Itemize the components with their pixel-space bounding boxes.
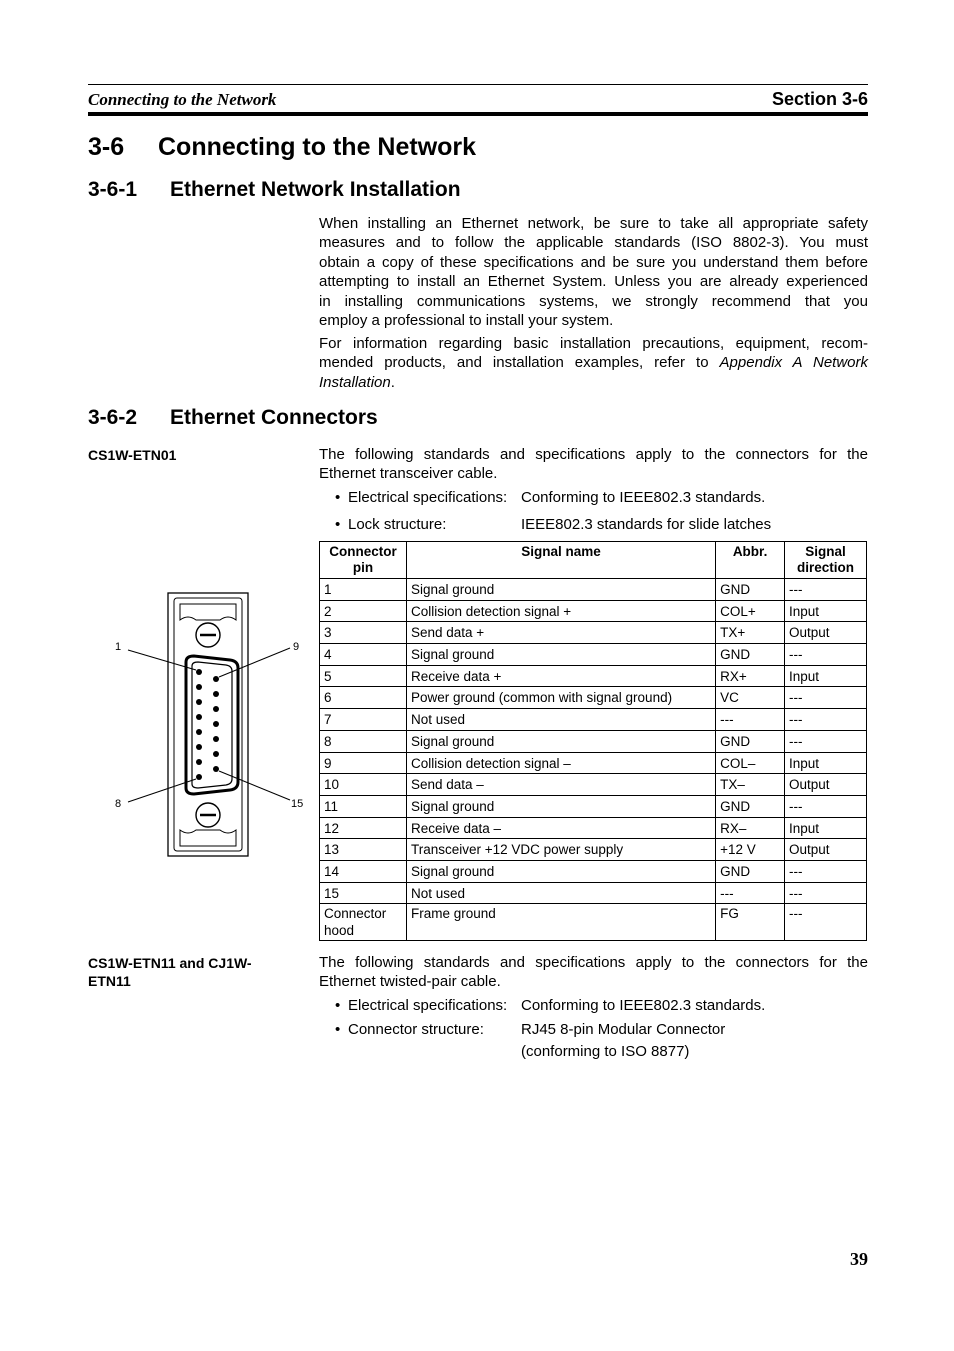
bullet-name: Lock structure: xyxy=(348,516,447,533)
table-row xyxy=(320,904,867,941)
connector-frame xyxy=(168,593,248,856)
cell-signal-direction: --- xyxy=(785,730,867,752)
page-title-text: Connecting to the Network xyxy=(158,133,477,161)
cell-signal-name: Signal ground xyxy=(406,730,715,752)
bullet-value-line-2: (conforming to ISO 8877) xyxy=(521,1043,690,1060)
cell-connector-pin: 7 xyxy=(320,709,407,731)
table-header-row xyxy=(320,542,867,579)
bullet-name: Connector structure: xyxy=(348,1021,484,1038)
text-line: employ a professional to install your system. xyxy=(319,312,614,330)
cell-connector-pin: 3 xyxy=(320,622,407,644)
section-reference: Section 3-6 xyxy=(771,89,868,109)
text-line: Ethernet transceiver cable. xyxy=(319,465,498,483)
etn01-bullet-lock xyxy=(335,515,772,535)
table-row xyxy=(320,687,867,709)
table-row xyxy=(320,774,867,796)
cell-signal-direction: --- xyxy=(785,579,867,601)
table-row xyxy=(320,730,867,752)
cell-connector-pin: Connector hood xyxy=(320,904,407,941)
cell-signal-name: Collision detection signal + xyxy=(406,600,715,622)
pin-13 xyxy=(213,736,219,742)
model-label-etn11: CS1W-ETN11 and CJ1W-ETN11 xyxy=(88,955,252,989)
table-body xyxy=(320,579,867,941)
bullet-dot: • xyxy=(335,516,341,533)
bullet-value: Conforming to IEEE802.3 standards. xyxy=(521,489,766,506)
cell-signal-direction: Input xyxy=(785,665,867,687)
text-fragment: mended products, and installation examples, refer to xyxy=(319,354,709,372)
cell-signal-direction: Output xyxy=(785,839,867,861)
table-row xyxy=(320,882,867,904)
pin-4 xyxy=(196,714,202,720)
cell-signal-direction: Output xyxy=(785,622,867,644)
pin-15 xyxy=(213,766,219,772)
installation-paragraph-2 xyxy=(319,334,868,392)
cell-connector-pin: 5 xyxy=(320,665,407,687)
cell-connector-pin: 4 xyxy=(320,644,407,666)
cell-abbr: RX+ xyxy=(716,665,785,687)
table-row xyxy=(320,795,867,817)
cell-signal-direction: Input xyxy=(785,600,867,622)
header-top-rule xyxy=(88,84,868,85)
page-number: 39 xyxy=(850,1249,868,1269)
cell-signal-name: Not used xyxy=(406,709,715,731)
cell-abbr: VC xyxy=(716,687,785,709)
cell-connector-pin: 2 xyxy=(320,600,407,622)
text-line: When installing an Ethernet network, be sure to take all appropriate safety xyxy=(319,215,868,232)
cell-connector-pin: 9 xyxy=(320,752,407,774)
cell-abbr: TX+ xyxy=(716,622,785,644)
bullet-value: RJ45 8-pin Modular Connector xyxy=(521,1021,726,1038)
etn11-intro xyxy=(319,953,868,992)
cell-connector-pin: 1 xyxy=(320,579,407,601)
table-row xyxy=(320,622,867,644)
cell-signal-name: Receive data + xyxy=(406,665,715,687)
cell-signal-name: Signal ground xyxy=(406,644,715,666)
cell-abbr: GND xyxy=(716,860,785,882)
leader-pin-15 xyxy=(219,771,290,800)
bullet-dot: • xyxy=(335,1021,341,1038)
d-shell-inner xyxy=(192,662,232,788)
cell-abbr: TX– xyxy=(716,774,785,796)
pin-5 xyxy=(196,729,202,735)
cell-abbr: RX– xyxy=(716,817,785,839)
cell-abbr: +12 V xyxy=(716,839,785,861)
cell-connector-pin: 13 xyxy=(320,839,407,861)
d-sub-15-connector-diagram xyxy=(110,590,310,860)
cell-signal-name: Send data + xyxy=(406,622,715,644)
column-header-abbr: Abbr. xyxy=(716,542,785,579)
section-number: 3-6-2 xyxy=(88,406,138,429)
pin-14 xyxy=(213,751,219,757)
cell-signal-name: Frame ground xyxy=(406,904,715,941)
column-header-signal-direction: Signal direction xyxy=(785,542,867,579)
pin-9-label: 9 xyxy=(293,641,300,653)
top-latch xyxy=(180,604,236,620)
cell-signal-name: Signal ground xyxy=(406,860,715,882)
cell-signal-name: Receive data – xyxy=(406,817,715,839)
cell-abbr: COL– xyxy=(716,752,785,774)
model-label-etn01: CS1W-ETN01 xyxy=(88,447,177,463)
table-row xyxy=(320,860,867,882)
pin-8-label: 8 xyxy=(115,798,122,810)
table-row xyxy=(320,600,867,622)
cell-signal-name: Signal ground xyxy=(406,579,715,601)
table-row xyxy=(320,752,867,774)
section-number: 3-6-1 xyxy=(88,178,138,201)
cell-signal-direction: --- xyxy=(785,709,867,731)
bullet-name: Electrical specifications: xyxy=(348,997,508,1014)
cell-signal-name: Not used xyxy=(406,882,715,904)
pin-2 xyxy=(196,684,202,690)
etn01-intro xyxy=(319,445,868,484)
text-line: attempting to install an Ethernet System. Unless you are already experienced xyxy=(319,273,868,291)
header-bottom-rule xyxy=(88,112,868,116)
cell-signal-direction: --- xyxy=(785,882,867,904)
table-row xyxy=(320,817,867,839)
section-heading-3-6-1 xyxy=(88,178,461,202)
text-line xyxy=(319,373,868,392)
text-line: For information regarding basic installation precautions, equipment, recom- xyxy=(319,335,868,352)
page-title xyxy=(88,133,476,162)
text-line: Ethernet twisted-pair cable. xyxy=(319,973,501,991)
cell-signal-direction: --- xyxy=(785,687,867,709)
cell-connector-pin: 8 xyxy=(320,730,407,752)
pin-6 xyxy=(196,744,202,750)
text-line: measures and to follow the applicable standards (ISO 8802-3). You must xyxy=(319,234,868,252)
installation-paragraph-1 xyxy=(319,214,868,330)
pin-1 xyxy=(196,669,202,675)
cell-signal-name: Send data – xyxy=(406,774,715,796)
pin-3 xyxy=(196,699,202,705)
pin-1-label: 1 xyxy=(115,641,122,653)
pin-11 xyxy=(213,706,219,712)
cell-abbr: FG xyxy=(716,904,785,941)
cell-abbr: --- xyxy=(716,709,785,731)
cell-abbr: GND xyxy=(716,730,785,752)
section-heading-3-6-2 xyxy=(88,406,378,430)
pin-10 xyxy=(213,691,219,697)
cell-signal-direction: Output xyxy=(785,774,867,796)
table-row xyxy=(320,644,867,666)
cell-abbr: --- xyxy=(716,882,785,904)
bullet-dot: • xyxy=(335,997,341,1014)
section-title: Ethernet Connectors xyxy=(170,406,378,429)
leader-pin-9 xyxy=(219,648,290,677)
cell-connector-pin: 11 xyxy=(320,795,407,817)
table-row xyxy=(320,579,867,601)
etn01-bullet-electrical xyxy=(335,488,766,508)
cell-signal-name: Collision detection signal – xyxy=(406,752,715,774)
cell-abbr: GND xyxy=(716,644,785,666)
cell-signal-direction: --- xyxy=(785,904,867,941)
cell-signal-name: Power ground (common with signal ground) xyxy=(406,687,715,709)
pin-7 xyxy=(196,759,202,765)
cell-signal-direction: --- xyxy=(785,644,867,666)
text-line: The following standards and specifications apply to the connectors for the xyxy=(319,954,868,971)
pin-9 xyxy=(213,676,219,682)
pin-15-label: 15 xyxy=(291,798,304,810)
section-title: Ethernet Network Installation xyxy=(170,178,461,201)
table-row xyxy=(320,839,867,861)
text-line: in installing communications systems, we strongly recommend that you xyxy=(319,292,868,310)
cell-signal-name: Signal ground xyxy=(406,795,715,817)
cell-signal-name: Transceiver +12 VDC power supply xyxy=(406,839,715,861)
cell-signal-direction: --- xyxy=(785,860,867,882)
cell-connector-pin: 10 xyxy=(320,774,407,796)
cell-signal-direction: Input xyxy=(785,817,867,839)
page-title-number: 3-6 xyxy=(88,133,125,161)
running-title: Connecting to the Network xyxy=(88,90,277,109)
appendix-reference: Appendix A Network xyxy=(719,354,869,372)
cell-abbr: GND xyxy=(716,795,785,817)
appendix-reference-end: Installation xyxy=(319,373,391,391)
table-row xyxy=(320,665,867,687)
cell-signal-direction: --- xyxy=(785,795,867,817)
connector-pin-table xyxy=(319,541,867,941)
bullet-value: Conforming to IEEE802.3 standards. xyxy=(521,997,766,1014)
text-line: The following standards and specifications apply to the connectors for the xyxy=(319,446,868,463)
cell-connector-pin: 6 xyxy=(320,687,407,709)
text-line: obtain a copy of these specifications and be sure you understand them before xyxy=(319,253,868,271)
bottom-latch xyxy=(180,830,236,846)
column-header-connector-pin: Connector pin xyxy=(320,542,407,579)
text-line xyxy=(319,353,868,372)
etn11-bullet-connector xyxy=(335,1020,726,1060)
pin-12 xyxy=(213,721,219,727)
etn11-bullet-electrical xyxy=(335,996,766,1016)
d-shell-outer xyxy=(186,656,238,794)
cell-abbr: COL+ xyxy=(716,600,785,622)
cell-abbr: GND xyxy=(716,579,785,601)
cell-signal-direction: Input xyxy=(785,752,867,774)
punctuation: . xyxy=(390,373,395,391)
cell-connector-pin: 14 xyxy=(320,860,407,882)
pin-8 xyxy=(196,774,202,780)
cell-connector-pin: 12 xyxy=(320,817,407,839)
column-header-signal-name: Signal name xyxy=(406,542,715,579)
cell-connector-pin: 15 xyxy=(320,882,407,904)
bullet-dot: • xyxy=(335,489,341,506)
bullet-name: Electrical specifications: xyxy=(348,489,508,506)
bullet-value: IEEE802.3 standards for slide latches xyxy=(521,516,772,533)
table-row xyxy=(320,709,867,731)
